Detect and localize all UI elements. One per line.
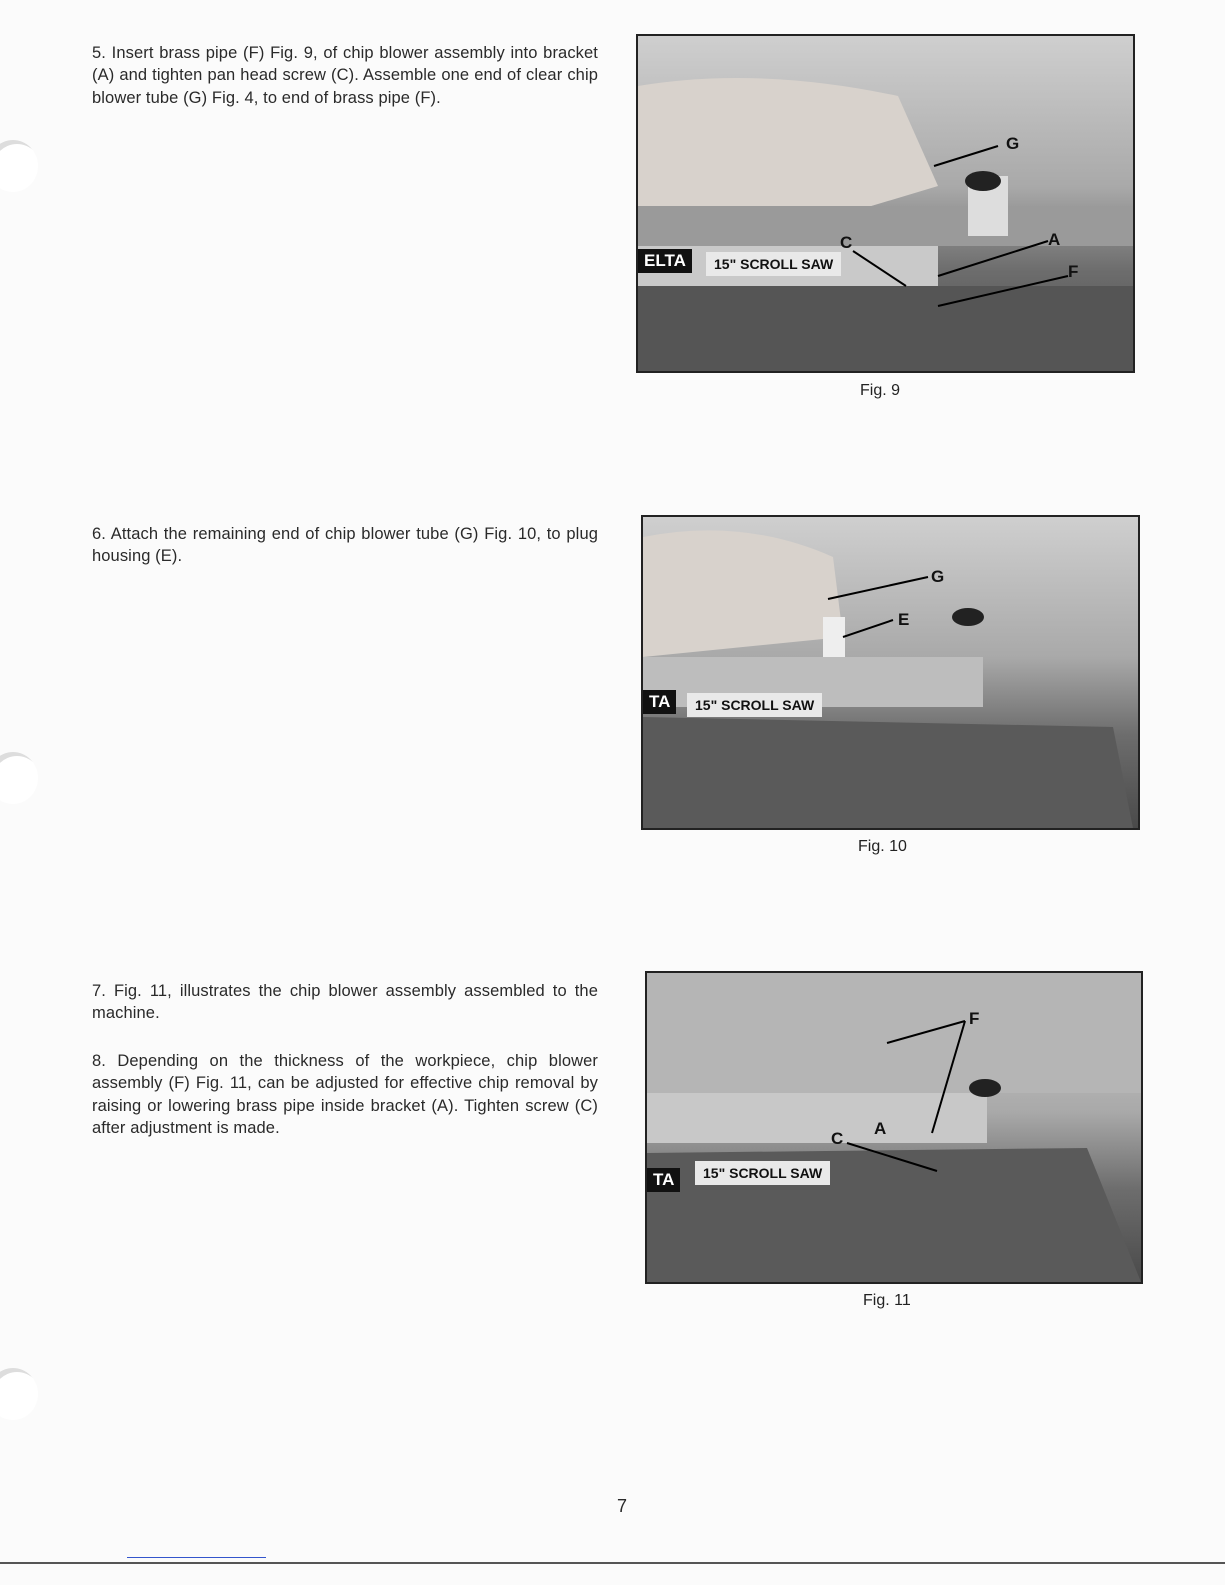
brand-logo: ELTA [638, 249, 692, 273]
model-plate: 15" SCROLL SAW [687, 693, 822, 717]
figure-9-caption: Fig. 9 [860, 382, 901, 399]
punch-hole [0, 1368, 38, 1420]
page-number: 7 [617, 1496, 628, 1516]
callout-c: C [831, 1129, 844, 1148]
model-plate: 15" SCROLL SAW [695, 1161, 830, 1185]
step-8-text: 8. Depending on the thickness of the workpiece, chip blower assembly (F) Fig. 11, can be adjusted for effective chip removal by raising or lowering brass pipe inside bracket (A). Tighten screw (C) after adjustment is made. [92, 1051, 598, 1137]
callout-g: G [1006, 134, 1020, 153]
callout-g: G [931, 567, 945, 586]
brand-logo: TA [647, 1168, 680, 1192]
figure-11-caption: Fig. 11 [863, 1292, 911, 1309]
step-6-text: 6. Attach the remaining end of chip blower tube (G) Fig. 10, to plug housing (E). [92, 524, 598, 565]
brand-logo: TA [643, 690, 676, 714]
step-5-text: 5. Insert brass pipe (F) Fig. 9, of chip blower assembly into bracket (A) and tighten pan head screw (C). Assemble one end of clear chip blower tube (G) Fig. 4, to end of brass pipe (F). [92, 43, 598, 107]
callout-c: C [840, 233, 853, 252]
callout-a: A [874, 1119, 887, 1138]
figure-11-photo [645, 971, 1143, 1284]
figure-10-caption: Fig. 10 [858, 838, 907, 855]
figure-9-photo [636, 34, 1135, 373]
callout-f: F [969, 1009, 980, 1028]
page-bottom-edge [0, 1562, 1225, 1564]
callout-f: F [1068, 262, 1079, 281]
model-plate: 15" SCROLL SAW [706, 252, 841, 276]
figure-10-photo [641, 515, 1140, 830]
callout-e: E [898, 610, 910, 629]
link-underline [127, 1557, 266, 1558]
punch-hole [0, 140, 38, 192]
step-7-text: 7. Fig. 11, illustrates the chip blower assembly assembled to the machine. [92, 981, 598, 1022]
callout-a: A [1048, 230, 1061, 249]
punch-hole [0, 752, 38, 804]
